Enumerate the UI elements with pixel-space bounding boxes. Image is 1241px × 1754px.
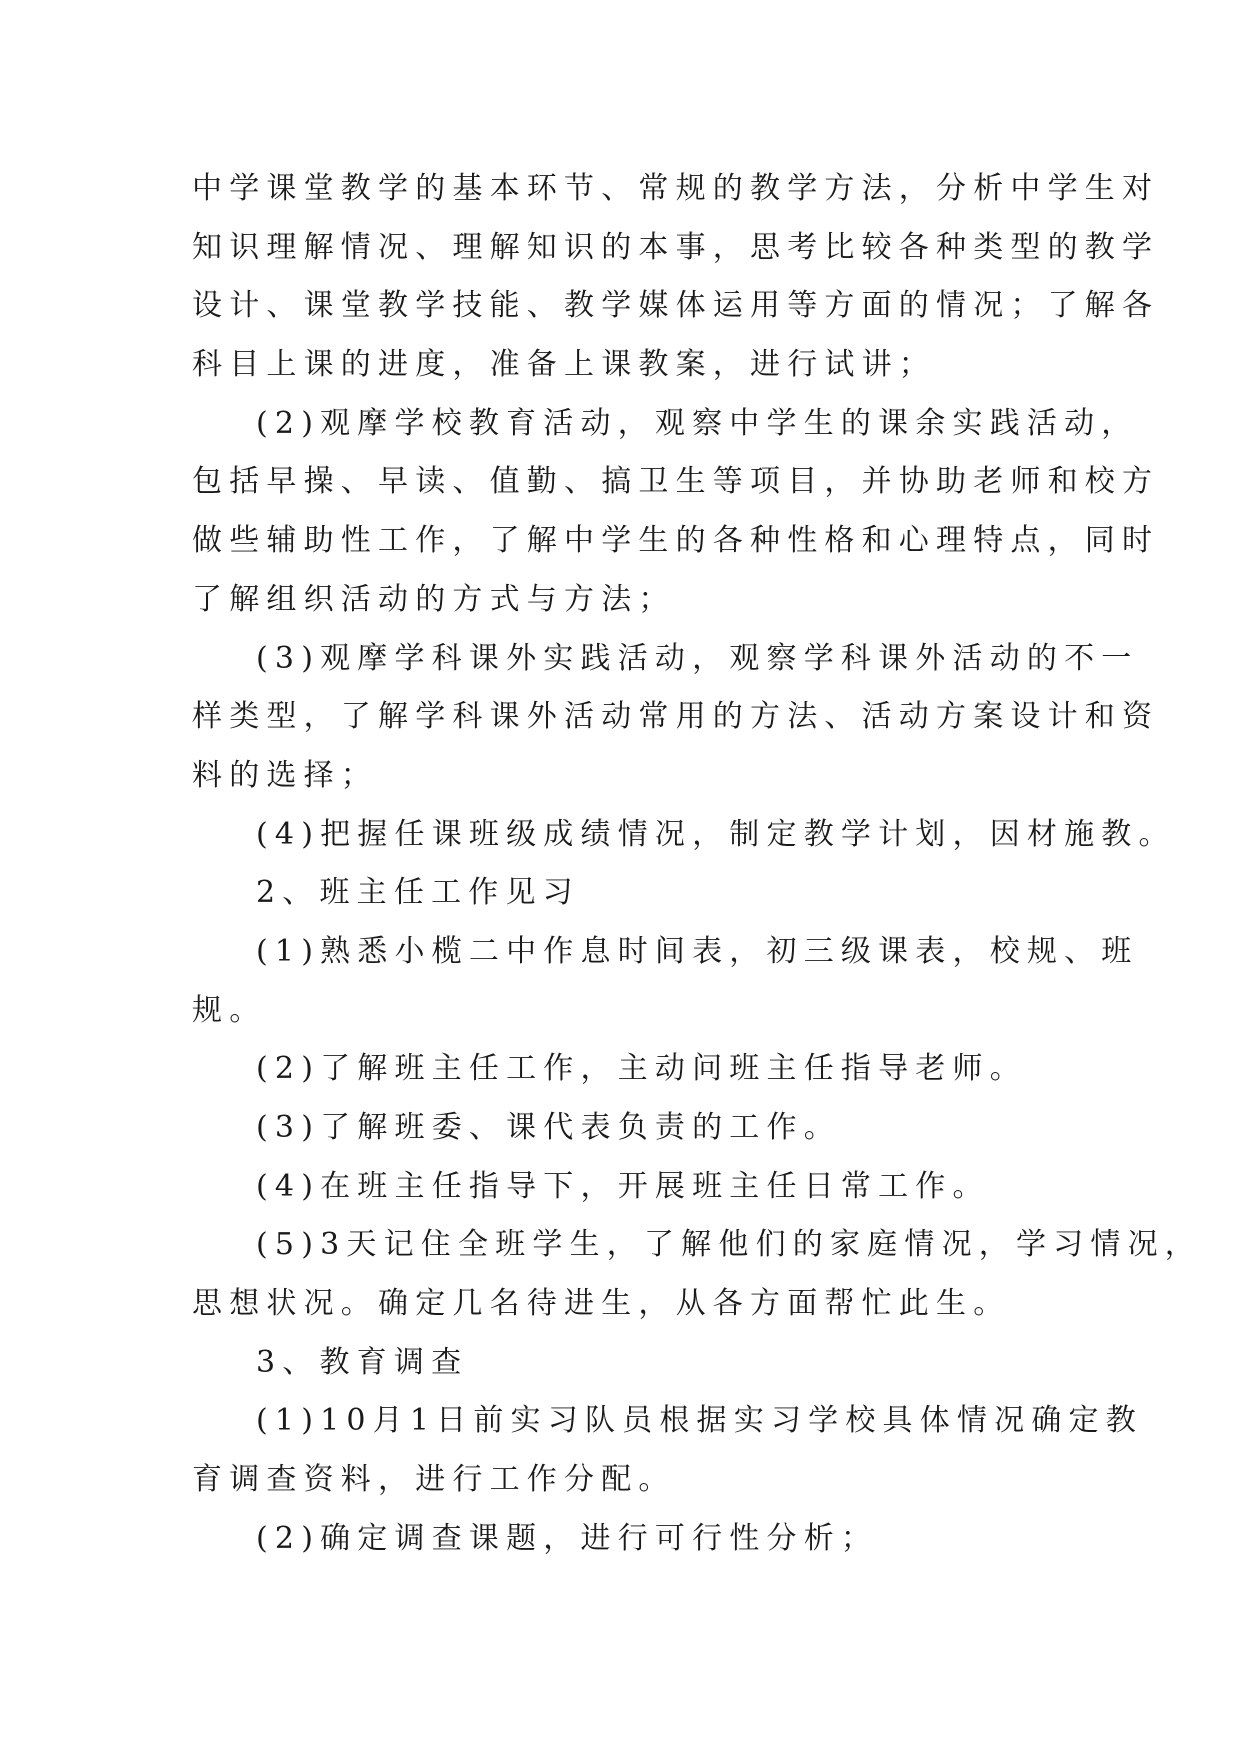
text-line: (2)了解班主任工作，主动问班主任指导老师。 bbox=[256, 1051, 1027, 1087]
text-line: 科目上课的进度，准备上课教案，进行试讲； bbox=[192, 347, 936, 383]
text-line: (1)10月1日前实习队员根据实习学校具体情况确定教 bbox=[256, 1403, 1143, 1439]
text-line: (2)确定调查课题，进行可行性分析； bbox=[256, 1520, 879, 1556]
text-line: 规。 bbox=[192, 992, 267, 1028]
text-line: (1)熟悉小榄二中作息时间表，初三级课表，校规、班 bbox=[256, 933, 1139, 969]
text-line: 料的选择； bbox=[192, 757, 378, 793]
text-line: (2)观摩学校教育活动，观察中学生的课余实践活动， bbox=[256, 405, 1139, 441]
text-line: 3、教育调查 bbox=[256, 1344, 469, 1380]
document-body bbox=[192, 160, 1202, 1569]
text-line: 育调查资料，进行工作分配。 bbox=[192, 1462, 676, 1498]
text-line: 知识理解情况、理解知识的本事，思考比较各种类型的教学 bbox=[192, 229, 1160, 265]
text-line: 2、班主任工作见习 bbox=[256, 875, 580, 911]
text-line: (4)把握任课班级成绩情况，制定教学计划，因材施教。 bbox=[256, 816, 1176, 852]
text-line: 中学课堂教学的基本环节、常规的教学方法，分析中学生对 bbox=[192, 171, 1160, 206]
text-line: 样类型，了解学科课外活动常用的方法、活动方案设计和资 bbox=[192, 699, 1160, 735]
text-line: 包括早操、早读、值勤、搞卫生等项目，并协助老师和校方 bbox=[192, 464, 1160, 500]
text-line: (5)3天记住全班学生，了解他们的家庭情况，学习情况， bbox=[256, 1227, 1202, 1263]
text-line: 做些辅助性工作，了解中学生的各种性格和心理特点，同时 bbox=[192, 523, 1160, 559]
text-line: (3)了解班委、课代表负责的工作。 bbox=[256, 1110, 841, 1145]
text-line: 设计、课堂教学技能、教学媒体运用等方面的情况；了解各 bbox=[192, 288, 1160, 324]
text-line: (3)观摩学科课外实践活动，观察学科课外活动的不一 bbox=[256, 640, 1139, 676]
text-line: 思想状况。确定几名待进生，从各方面帮忙此生。 bbox=[192, 1286, 1011, 1322]
text-line: 了解组织活动的方式与方法； bbox=[192, 581, 676, 617]
text-line: (4)在班主任指导下，开展班主任日常工作。 bbox=[256, 1168, 990, 1204]
